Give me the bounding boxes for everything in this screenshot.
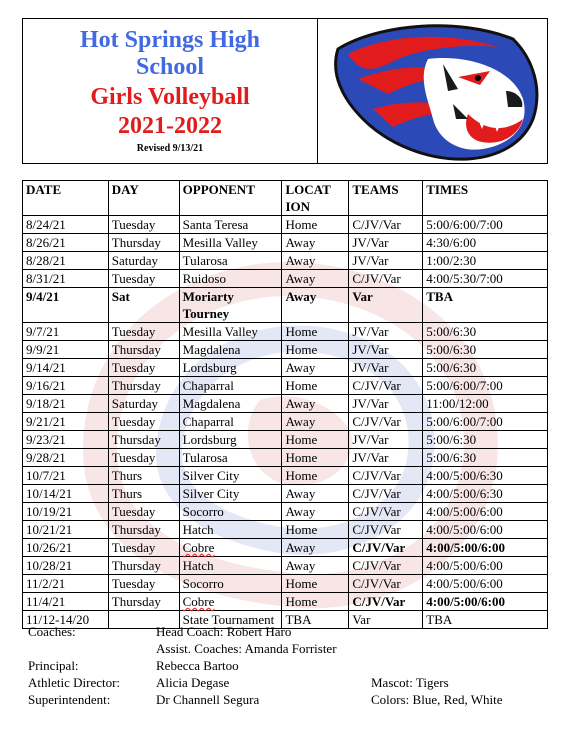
assist-coaches: Assist. Coaches: Amanda Forrister <box>156 641 337 656</box>
cell-day: Thurs <box>108 485 179 503</box>
cell-location: Home <box>282 431 349 449</box>
cell-teams: C/JV/Var <box>349 485 423 503</box>
cell-date: 10/14/21 <box>23 485 109 503</box>
revised-date: Revised 9/13/21 <box>136 143 204 154</box>
cell-opponent: Cobre <box>179 593 282 611</box>
cell-date: 8/26/21 <box>23 234 109 252</box>
head-coach: Head Coach: Robert Haro <box>156 624 292 639</box>
superintendent-name: Dr Channell Segura <box>156 692 260 707</box>
cell-location: Away <box>282 252 349 270</box>
cell-location: Home <box>282 575 349 593</box>
principal-name: Rebecca Bartoo <box>156 658 239 673</box>
school-name <box>23 27 317 81</box>
cell-teams: C/JV/Var <box>349 270 423 288</box>
cell-teams: JV/Var <box>349 449 423 467</box>
cell-date: 9/16/21 <box>23 377 109 395</box>
superintendent-label: Superintendent: <box>28 692 111 707</box>
cell-day: Thursday <box>108 521 179 539</box>
cell-location: Away <box>282 557 349 575</box>
cell-day: Tuesday <box>108 216 179 234</box>
cell-teams: JV/Var <box>349 323 423 341</box>
table-row <box>23 413 548 431</box>
cell-opponent: State Tournament <box>179 611 282 629</box>
cell-date: 8/24/21 <box>23 216 109 234</box>
cell-date: 10/28/21 <box>23 557 109 575</box>
cell-day: Saturday <box>108 395 179 413</box>
table-row <box>23 341 548 359</box>
cell-opponent: Moriarty Tourney <box>179 288 282 323</box>
header-box <box>22 18 548 164</box>
cell-date: 8/31/21 <box>23 270 109 288</box>
table-row <box>23 557 548 575</box>
cell-opponent: Hatch <box>179 521 282 539</box>
cell-day: Thursday <box>108 431 179 449</box>
col-header-teams: TEAMS <box>349 181 423 216</box>
cell-date: 9/28/21 <box>23 449 109 467</box>
cell-times: 4:00/5:00/6:00 <box>423 575 548 593</box>
cell-day: Tuesday <box>108 539 179 557</box>
schedule-table <box>22 180 548 629</box>
table-row <box>23 503 548 521</box>
cell-location: Away <box>282 288 349 323</box>
col-header-location: LOCAT ION <box>282 181 349 216</box>
cell-day: Tuesday <box>108 413 179 431</box>
table-row <box>23 485 548 503</box>
cell-location: Home <box>282 449 349 467</box>
cell-times: 1:00/2:30 <box>423 252 548 270</box>
cell-times: 11:00/12:00 <box>423 395 548 413</box>
cell-opponent: Tularosa <box>179 252 282 270</box>
logo-cell <box>318 19 547 163</box>
cell-date: 8/28/21 <box>23 252 109 270</box>
tiger-head-logo <box>318 19 547 163</box>
cell-times: 4:30/6:00 <box>423 234 548 252</box>
cell-opponent: Tularosa <box>179 449 282 467</box>
cell-date: 9/9/21 <box>23 341 109 359</box>
coaches-label: Coaches: <box>28 624 76 639</box>
cell-location: Away <box>282 359 349 377</box>
table-row <box>23 359 548 377</box>
cell-opponent: Silver City <box>179 485 282 503</box>
athletic-director-label: Athletic Director: <box>28 675 121 690</box>
table-row <box>23 216 548 234</box>
cell-location: TBA <box>282 611 349 629</box>
cell-date: 9/7/21 <box>23 323 109 341</box>
table-row <box>23 593 548 611</box>
cell-location: Home <box>282 216 349 234</box>
cell-opponent: Mesilla Valley <box>179 234 282 252</box>
col-header-date: DATE <box>23 181 109 216</box>
table-row <box>23 521 548 539</box>
cell-times: 4:00/5:00/6:00 <box>423 521 548 539</box>
cell-opponent: Lordsburg <box>179 431 282 449</box>
table-row <box>23 288 548 323</box>
cell-times: 5:00/6:30 <box>423 449 548 467</box>
cell-times: TBA <box>423 288 548 323</box>
cell-date: 10/21/21 <box>23 521 109 539</box>
cell-date: 9/18/21 <box>23 395 109 413</box>
cell-day: Thursday <box>108 377 179 395</box>
cell-opponent: Cobre <box>179 539 282 557</box>
cell-times: 4:00/5:00/6:00 <box>423 557 548 575</box>
cell-location: Home <box>282 377 349 395</box>
cell-location: Home <box>282 467 349 485</box>
table-row <box>23 234 548 252</box>
cell-day: Tuesday <box>108 323 179 341</box>
cell-times: 4:00/5:00/6:00 <box>423 593 548 611</box>
cell-opponent: Mesilla Valley <box>179 323 282 341</box>
cell-opponent: Socorro <box>179 575 282 593</box>
table-row <box>23 467 548 485</box>
mascot: Mascot: Tigers <box>371 675 449 690</box>
cell-location: Home <box>282 323 349 341</box>
cell-times: 4:00/5:00/6:00 <box>423 503 548 521</box>
cell-times: 5:00/6:30 <box>423 341 548 359</box>
table-row <box>23 575 548 593</box>
cell-teams: C/JV/Var <box>349 557 423 575</box>
cell-teams: C/JV/Var <box>349 521 423 539</box>
cell-opponent: Silver City <box>179 467 282 485</box>
cell-date: 11/2/21 <box>23 575 109 593</box>
school-name-line2: School <box>135 54 204 80</box>
cell-teams: JV/Var <box>349 234 423 252</box>
cell-day: Thursday <box>108 341 179 359</box>
cell-location: Away <box>282 270 349 288</box>
cell-day: Thurs <box>108 467 179 485</box>
cell-location: Home <box>282 341 349 359</box>
cell-teams: JV/Var <box>349 359 423 377</box>
cell-teams: C/JV/Var <box>349 575 423 593</box>
cell-location: Away <box>282 503 349 521</box>
col-header-times: TIMES <box>423 181 548 216</box>
cell-opponent: Chaparral <box>179 377 282 395</box>
cell-date: 9/23/21 <box>23 431 109 449</box>
cell-teams: C/JV/Var <box>349 216 423 234</box>
cell-teams: JV/Var <box>349 431 423 449</box>
cell-times: 5:00/6:30 <box>423 431 548 449</box>
cell-times: 4:00/5:00/6:00 <box>423 539 548 557</box>
principal-label: Principal: <box>28 658 79 673</box>
cell-date: 10/19/21 <box>23 503 109 521</box>
cell-times: 5:00/6:30 <box>423 359 548 377</box>
schedule-body <box>23 216 548 629</box>
cell-times: TBA <box>423 611 548 629</box>
cell-opponent: Magdalena <box>179 395 282 413</box>
school-colors: Colors: Blue, Red, White <box>371 692 503 707</box>
col-header-day: DAY <box>108 181 179 216</box>
athletic-director-name: Alicia Degase <box>156 675 230 690</box>
cell-times: 4:00/5:30/7:00 <box>423 270 548 288</box>
sport-title: Girls Volleyball <box>90 84 250 110</box>
cell-times: 5:00/6:00/7:00 <box>423 377 548 395</box>
cell-teams: JV/Var <box>349 252 423 270</box>
cell-opponent: Lordsburg <box>179 359 282 377</box>
cell-teams: JV/Var <box>349 341 423 359</box>
cell-day: Thursday <box>108 234 179 252</box>
cell-day: Tuesday <box>108 270 179 288</box>
cell-date: 11/4/21 <box>23 593 109 611</box>
cell-times: 5:00/6:00/7:00 <box>423 413 548 431</box>
cell-teams: C/JV/Var <box>349 503 423 521</box>
cell-day: Tuesday <box>108 503 179 521</box>
table-row <box>23 323 548 341</box>
cell-date: 9/21/21 <box>23 413 109 431</box>
cell-date: 10/7/21 <box>23 467 109 485</box>
table-header-row <box>23 181 548 216</box>
cell-location: Away <box>282 485 349 503</box>
cell-times: 4:00/5:00/6:30 <box>423 467 548 485</box>
cell-date: 10/26/21 <box>23 539 109 557</box>
table-row <box>23 449 548 467</box>
cell-day: Sat <box>108 288 179 323</box>
table-row <box>23 377 548 395</box>
cell-opponent: Santa Teresa <box>179 216 282 234</box>
cell-opponent: Magdalena <box>179 341 282 359</box>
cell-day: Saturday <box>108 252 179 270</box>
cell-day: Thursday <box>108 593 179 611</box>
cell-times: 4:00/5:00/6:30 <box>423 485 548 503</box>
cell-location: Away <box>282 539 349 557</box>
table-row <box>23 539 548 557</box>
cell-day: Thursday <box>108 557 179 575</box>
title-cell <box>23 19 318 163</box>
cell-day: Tuesday <box>108 575 179 593</box>
cell-day: Tuesday <box>108 359 179 377</box>
table-row <box>23 270 548 288</box>
cell-teams: JV/Var <box>349 395 423 413</box>
cell-teams: Var <box>349 611 423 629</box>
cell-date: 9/4/21 <box>23 288 109 323</box>
table-row <box>23 395 548 413</box>
cell-opponent: Chaparral <box>179 413 282 431</box>
cell-date: 9/14/21 <box>23 359 109 377</box>
table-row <box>23 431 548 449</box>
season-title: 2021-2022 <box>118 113 222 139</box>
cell-opponent: Hatch <box>179 557 282 575</box>
col-header-opponent: OPPONENT <box>179 181 282 216</box>
cell-times: 5:00/6:00/7:00 <box>423 216 548 234</box>
cell-teams: C/JV/Var <box>349 539 423 557</box>
cell-teams: C/JV/Var <box>349 593 423 611</box>
cell-times: 5:00/6:30 <box>423 323 548 341</box>
cell-location: Away <box>282 395 349 413</box>
cell-date: 11/12-14/20 <box>23 611 109 629</box>
cell-opponent: Ruidoso <box>179 270 282 288</box>
footer-staff <box>28 623 548 708</box>
cell-teams: C/JV/Var <box>349 413 423 431</box>
cell-teams: Var <box>349 288 423 323</box>
cell-opponent: Socorro <box>179 503 282 521</box>
cell-teams: C/JV/Var <box>349 377 423 395</box>
cell-location: Away <box>282 234 349 252</box>
cell-location: Home <box>282 593 349 611</box>
cell-day: Tuesday <box>108 449 179 467</box>
cell-location: Home <box>282 521 349 539</box>
table-row <box>23 252 548 270</box>
school-name-line1: Hot Springs High <box>79 27 261 53</box>
cell-location: Away <box>282 413 349 431</box>
cell-teams: C/JV/Var <box>349 467 423 485</box>
